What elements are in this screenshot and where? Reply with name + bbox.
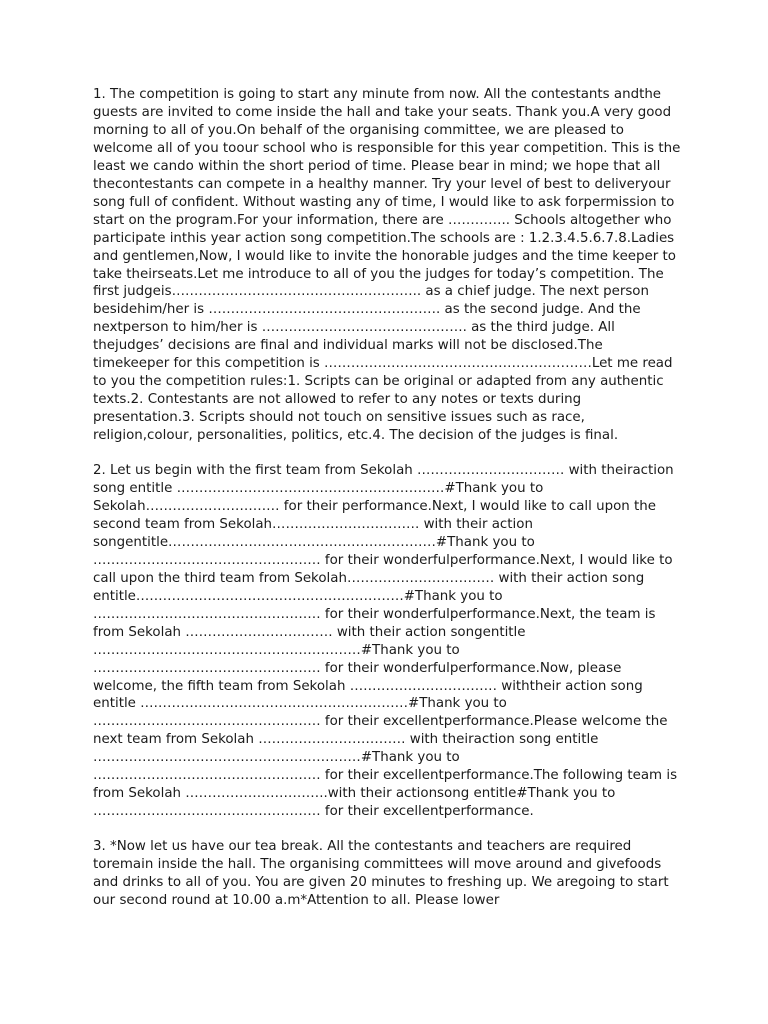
document-body <box>93 86 683 927</box>
paragraph-3-tea-break: 3. *Now let us have our tea break. All the contestants and teachers are required toremain inside the hall. The organising committees will move around and givefoods and drinks to all of you. You are given 20 minutes to freshing up. We aregoing to start our second round at 10.00 a.m*Attention to all. Please lower <box>93 839 669 908</box>
paragraph-2-team-introductions: 2. Let us begin with the first team from Sekolah …………………………… with theiraction song entitle ……………………………………………………#Thank you to Sekolah………………………… for their performance.Next, I would like to call upon the second team from Sekolah…………………………… with their action songentitle……………………………………………………#Thank you to …………………………………………… for their wonderfulperformance.Next, I would like to call upon the third team from Sekolah…………………………… with their action song entitle……………………………………………………#Thank you to …………………………………………… for their wonderfulperformance.Next, the team is from Sekolah …………………………… with their action songentitle ……………………………………………………#Thank you to …………………………………………… for their wonderfulperformance.Now, please welcome, the fifth team from Sekolah …………………………… withtheir action song entitle ……………………………………………………#Thank you to …………………………………………… for their excellentperformance.Please welcome the next team from Sekolah …………………………… with theiraction song entitle ……………………………………………………#Thank you to …………………………………………… for their excellentperformance.The following team is from Sekolah …………………………..with their actionsong entitle#Thank you to …………………………………………… for their excellentperformance. <box>93 463 678 820</box>
paragraph-1-opening-and-rules: 1. The competition is going to start any minute from now. All the contestants andthe guests are invited to come inside the hall and take your seats. Thank you.A very good morning to all of you.On behalf of the organising committee, we are pleased to welcome all of you toour school who is responsible for this year competition. This is the least we cando within the short period of time. Please bear in mind; we hope that all thecontestants can compete in a healthy manner. Try your level of best to deliveryour song full of confident. Without wasting any of time, I would like to ask forpermission to start on the program.For your information, there are ………….. Schools altogether who participate inthis year action song competition.The schools are : 1.2.3.4.5.6.7.8.Ladies and gentlemen,Now, I would like to invite the honorable judges and the time keeper to take theirseats.Let me introduce to all of you the judges for today’s competition. The first judgeis……………………………………………….. as a chief judge. The next person besidehim/her is ……………………………………………. as the second judge. And the nextperson to him/her is ………………………………………. as the third judge. All thejudges’ decisions are final and individual marks will not be disclosed.The timekeeper for this competition is ……………………………………………………Let me read to you the competition rules:1. Scripts can be original or adapted from any authentic texts.2. Contestants are not allowed to refer to any notes or texts during presentation.3. Scripts should not touch on sensitive issues such as race, religion,colour, personalities, politics, etc.4. The decision of the judges is final. <box>93 87 681 444</box>
